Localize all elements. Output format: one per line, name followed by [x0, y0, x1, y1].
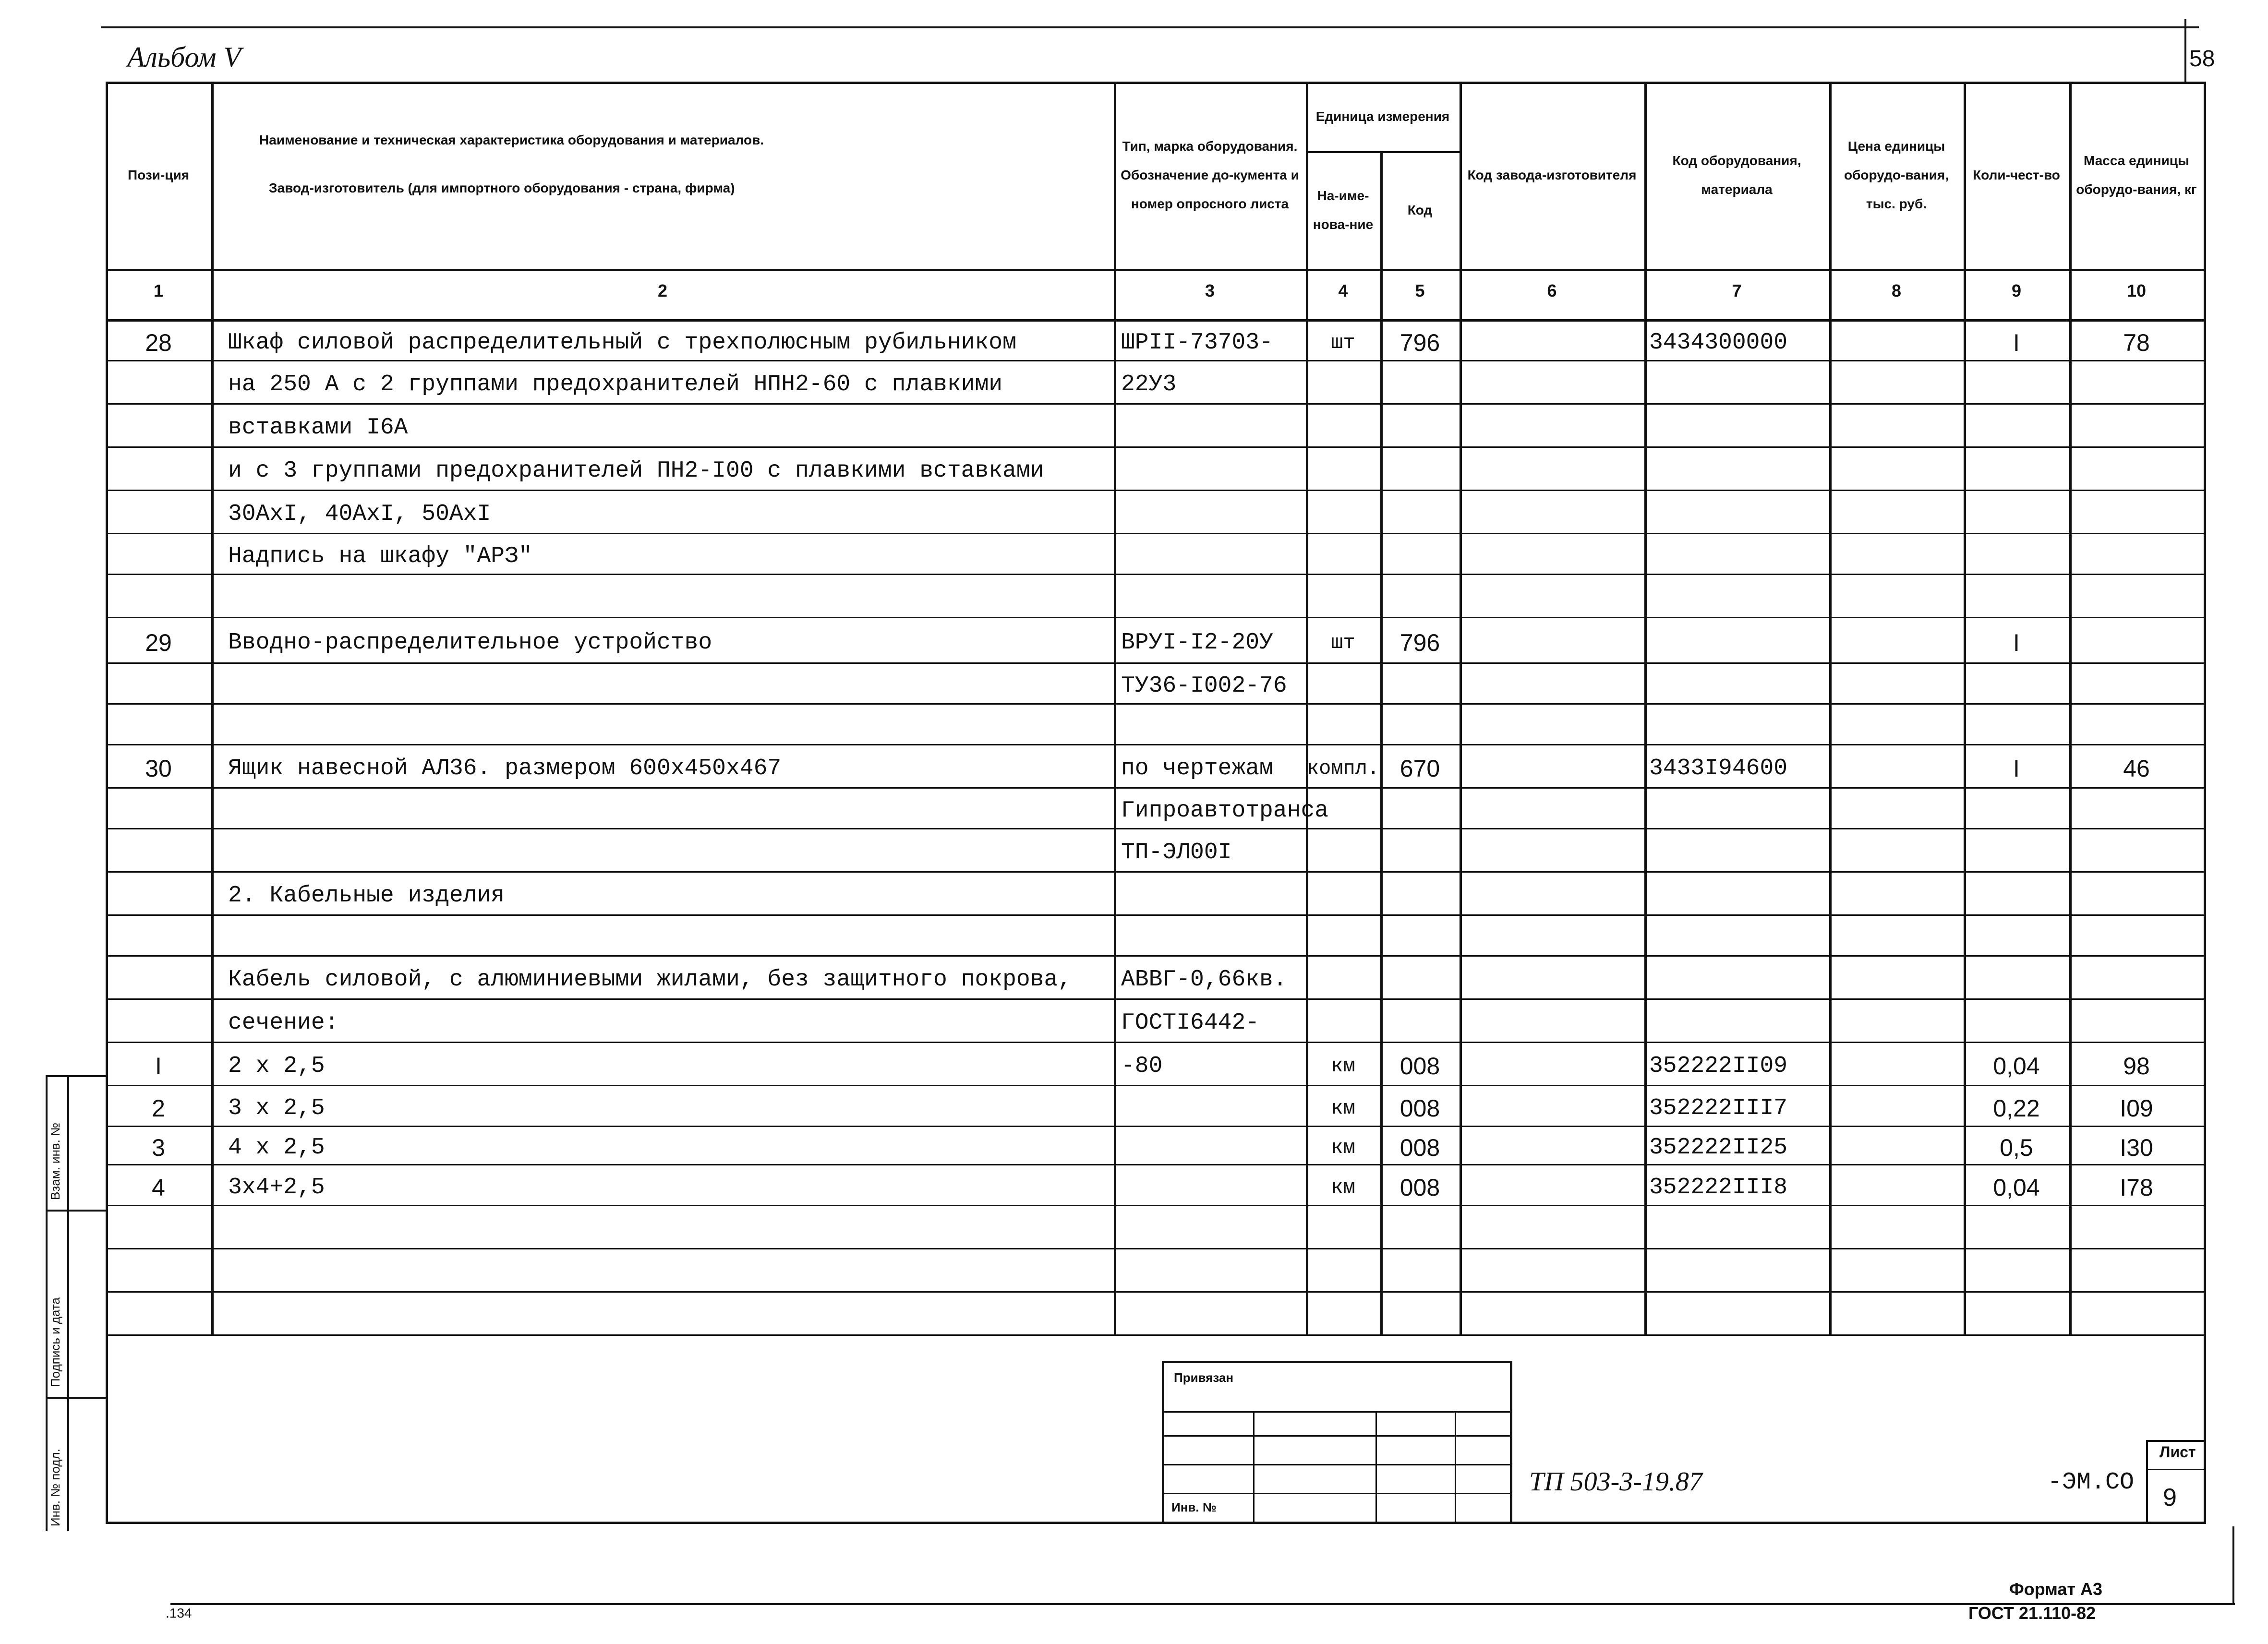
footer-rule: [170, 1603, 2235, 1605]
row-18-code: 008: [1399, 1094, 1440, 1122]
row-line-16: [106, 998, 2204, 1000]
page-corner-number: 58: [2189, 46, 2215, 72]
row-15-type: АВВГ-0,66кв.: [1121, 967, 1287, 993]
row-0-name: Шкаф силовой распределительный с трехполюсным рубильником: [228, 329, 1016, 356]
col-number-9: 9: [2011, 281, 2022, 300]
row-19-name: 4 х 2,5: [228, 1135, 325, 1161]
row-5-name: Надпись на шкафу "АРЗ": [228, 543, 532, 569]
col-number-3: 3: [1205, 281, 1215, 300]
row-0-unit: шт: [1331, 331, 1355, 354]
side-stamp-div3: [46, 1397, 106, 1399]
row-18-mat: 352222III7: [1649, 1095, 1788, 1121]
row-10-name: Ящик навесной АЛ36. размером 600х450х467: [228, 756, 782, 781]
row-1-name: на 250 А с 2 группами предохранителей НПН2-60 с плавкими: [228, 372, 1003, 397]
row-0-type: ШРII-73703-: [1121, 329, 1273, 356]
row-line-14: [106, 914, 2204, 916]
row-line-23: [106, 1291, 2204, 1293]
row-17-pos: I: [155, 1053, 162, 1080]
row-7-pos: 29: [145, 629, 172, 656]
tb-col-1: [1375, 1411, 1377, 1522]
row-11-type: Гипроавтотранса: [1121, 797, 1329, 824]
row-20-pos: 4: [152, 1174, 165, 1201]
side-stamp-c: Инв. № подл.: [48, 1449, 62, 1526]
row-20-qty: 0,04: [1993, 1174, 2040, 1201]
row-line-12: [106, 828, 2204, 829]
tb-col-0: [1253, 1411, 1255, 1522]
row-17-type: -80: [1121, 1053, 1163, 1079]
row-line-18: [106, 1085, 2204, 1086]
row-0-code: 796: [1399, 329, 1440, 356]
row-3-name: и с 3 группами предохранителей ПН2-I00 с плавкими вставками: [228, 458, 1044, 484]
side-stamp-a: Взам. инв. №: [48, 1122, 62, 1200]
row-13-name: 2. Кабельные изделия: [228, 883, 505, 909]
tb-row-0: [1162, 1411, 1510, 1413]
row-17-code: 008: [1399, 1053, 1440, 1080]
row-20-name: 3х4+2,5: [228, 1174, 325, 1200]
format-label: Формат А3: [2009, 1579, 2103, 1599]
side-stamp-div2: [46, 1210, 106, 1212]
footer-right-tick: [2232, 1526, 2234, 1604]
row-7-unit: шт: [1331, 631, 1355, 654]
row-10-unit: компл.: [1306, 757, 1380, 780]
tb-sheet-top: [2146, 1440, 2204, 1442]
row-19-unit: км: [1331, 1136, 1355, 1159]
row-line-6: [106, 574, 2204, 575]
row-17-qty: 0,04: [1993, 1053, 2040, 1080]
row-line-1: [106, 360, 2204, 361]
col-number-10: 10: [2126, 281, 2147, 300]
row-10-code: 670: [1399, 755, 1440, 782]
row-20-unit: км: [1331, 1176, 1355, 1199]
header-c9: Коли-чест-во: [1973, 168, 2060, 182]
row-18-pos: 2: [152, 1094, 165, 1122]
row-0-mat: 3434300000: [1649, 329, 1788, 356]
header-unit: Единица измерения: [1315, 108, 1450, 124]
row-2-name: вставками I6А: [228, 415, 408, 441]
tb-sheet-mid: [2146, 1469, 2204, 1470]
row-line-3: [106, 446, 2204, 448]
row-line-17: [106, 1042, 2204, 1043]
tb-row-2: [1162, 1464, 1510, 1465]
tb-left: [1162, 1361, 1164, 1522]
row-line-4: [106, 490, 2204, 491]
sheet-label: Лист: [2159, 1443, 2196, 1461]
header-c6: Код завода-изготовителя: [1467, 168, 1637, 182]
row-0-pos: 28: [145, 329, 172, 356]
row-line-19: [106, 1126, 2204, 1127]
col-line-2: [1114, 82, 1116, 1334]
row-7-name: Вводно-распределительное устройство: [228, 629, 712, 656]
col-number-4: 4: [1338, 281, 1348, 300]
row-line-24: [106, 1334, 2204, 1336]
side-stamp-b: Подпись и дата: [48, 1297, 62, 1387]
row-line-2: [106, 403, 2204, 405]
row-0-qty: I: [2013, 329, 2020, 356]
row-10-type: по чертежам: [1121, 756, 1273, 781]
row-line-22: [106, 1248, 2204, 1249]
privyazan-label: Привязан: [1174, 1370, 1234, 1385]
row-18-unit: км: [1331, 1096, 1355, 1120]
side-stamp-frame-left: [46, 1075, 48, 1531]
row-18-mass: I09: [2120, 1094, 2153, 1122]
col-number-7: 7: [1732, 281, 1742, 300]
col-number-8: 8: [1891, 281, 1902, 300]
colnum-bottom-line: [106, 319, 2204, 322]
gost-label: ГОСТ 21.110-82: [1968, 1603, 2096, 1623]
header-c2a: Наименование и техническая характеристика оборудования и материалов.: [259, 132, 764, 147]
header-c7: Код оборудования, материала: [1672, 153, 1801, 197]
header-c1: Пози-ция: [127, 168, 190, 182]
table-bottom-line: [106, 1522, 2206, 1524]
row-19-mat: 352222II25: [1649, 1135, 1788, 1161]
row-20-mass: I78: [2120, 1174, 2153, 1201]
row-7-type: ВРУI-I2-20У: [1121, 629, 1273, 656]
row-17-mass: 98: [2123, 1053, 2150, 1080]
header-c8: Цена единицы оборудо-вания, тыс. руб.: [1844, 139, 1949, 211]
col-line-5: [1460, 82, 1462, 1334]
row-4-name: 30АхI, 40АхI, 50АхI: [228, 501, 491, 527]
row-17-unit: км: [1331, 1055, 1355, 1078]
row-0-mass: 78: [2123, 329, 2150, 356]
header-c5: Код: [1407, 202, 1433, 217]
doc-suffix: -ЭМ.СО: [2048, 1469, 2135, 1496]
col-line-1: [211, 82, 214, 1334]
row-line-8: [106, 662, 2204, 664]
row-line-7: [106, 617, 2204, 618]
row-19-mass: I30: [2120, 1134, 2153, 1161]
tb-col-2: [1455, 1411, 1456, 1522]
inv-label: Инв. №: [1171, 1500, 1217, 1514]
row-16-name: сечение:: [228, 1010, 339, 1036]
row-7-qty: I: [2013, 629, 2020, 656]
header-c10: Масса единицы оборудо-вания, кг: [2076, 153, 2197, 197]
row-15-name: Кабель силовой, с алюминиевыми жилами, без защитного покрова,: [228, 967, 1072, 993]
row-line-15: [106, 955, 2204, 957]
doc-code: ТП 503-3-19.87: [1529, 1467, 1702, 1497]
tb-right: [1510, 1361, 1512, 1522]
col-number-6: 6: [1547, 281, 1557, 300]
row-12-type: ТП-ЭЛ00I: [1121, 840, 1232, 865]
row-8-type: ТУ36-I002-76: [1121, 672, 1287, 699]
row-line-10: [106, 744, 2204, 745]
row-17-mat: 352222II09: [1649, 1053, 1788, 1079]
row-line-20: [106, 1164, 2204, 1165]
row-10-pos: 30: [145, 755, 172, 782]
col-line-6: [1644, 82, 1647, 1334]
row-19-pos: 3: [152, 1134, 165, 1161]
tb-row-1: [1162, 1435, 1510, 1437]
row-10-qty: I: [2013, 755, 2020, 782]
row-line-11: [106, 787, 2204, 789]
row-line-21: [106, 1205, 2204, 1206]
row-line-13: [106, 871, 2204, 873]
side-stamp-frame-mid: [67, 1075, 69, 1531]
row-20-mat: 352222III8: [1649, 1174, 1788, 1200]
side-stamp-div1: [46, 1075, 106, 1077]
col-number-2: 2: [657, 281, 668, 300]
row-line-5: [106, 533, 2204, 534]
header-c4: На-име-нова-ние: [1313, 188, 1374, 232]
row-18-name: 3 х 2,5: [228, 1095, 325, 1121]
col-line-7: [1829, 82, 1832, 1334]
row-19-qty: 0,5: [2000, 1134, 2033, 1161]
col-number-5: 5: [1415, 281, 1425, 300]
tb-sheet-left: [2146, 1440, 2148, 1522]
row-16-type: ГОСТI6442-: [1121, 1010, 1260, 1036]
row-line-9: [106, 703, 2204, 705]
row-1-type: 22У3: [1121, 372, 1177, 397]
header-c3: Тип, марка оборудования. Обозначение до-кумента и номер опросного листа: [1121, 139, 1299, 211]
row-18-qty: 0,22: [1993, 1094, 2040, 1122]
album-label: Альбом V: [127, 41, 241, 73]
row-10-mass: 46: [2123, 755, 2150, 782]
table-right-line: [2204, 82, 2206, 1522]
bottom-left-mark: .134: [166, 1606, 192, 1620]
header-c2b: Завод-изготовитель (для импортного оборудования - страна, фирма): [269, 180, 735, 195]
tb-row-3: [1162, 1493, 1510, 1494]
tb-top: [1162, 1361, 1510, 1363]
col-number-1: 1: [153, 281, 164, 300]
row-10-mat: 3433I94600: [1649, 756, 1788, 781]
header-bottom-line: [106, 269, 2204, 271]
row-19-code: 008: [1399, 1134, 1440, 1161]
row-17-name: 2 х 2,5: [228, 1053, 325, 1079]
sheet-number: 9: [2163, 1484, 2177, 1512]
row-7-code: 796: [1399, 629, 1440, 656]
row-20-code: 008: [1399, 1174, 1440, 1201]
